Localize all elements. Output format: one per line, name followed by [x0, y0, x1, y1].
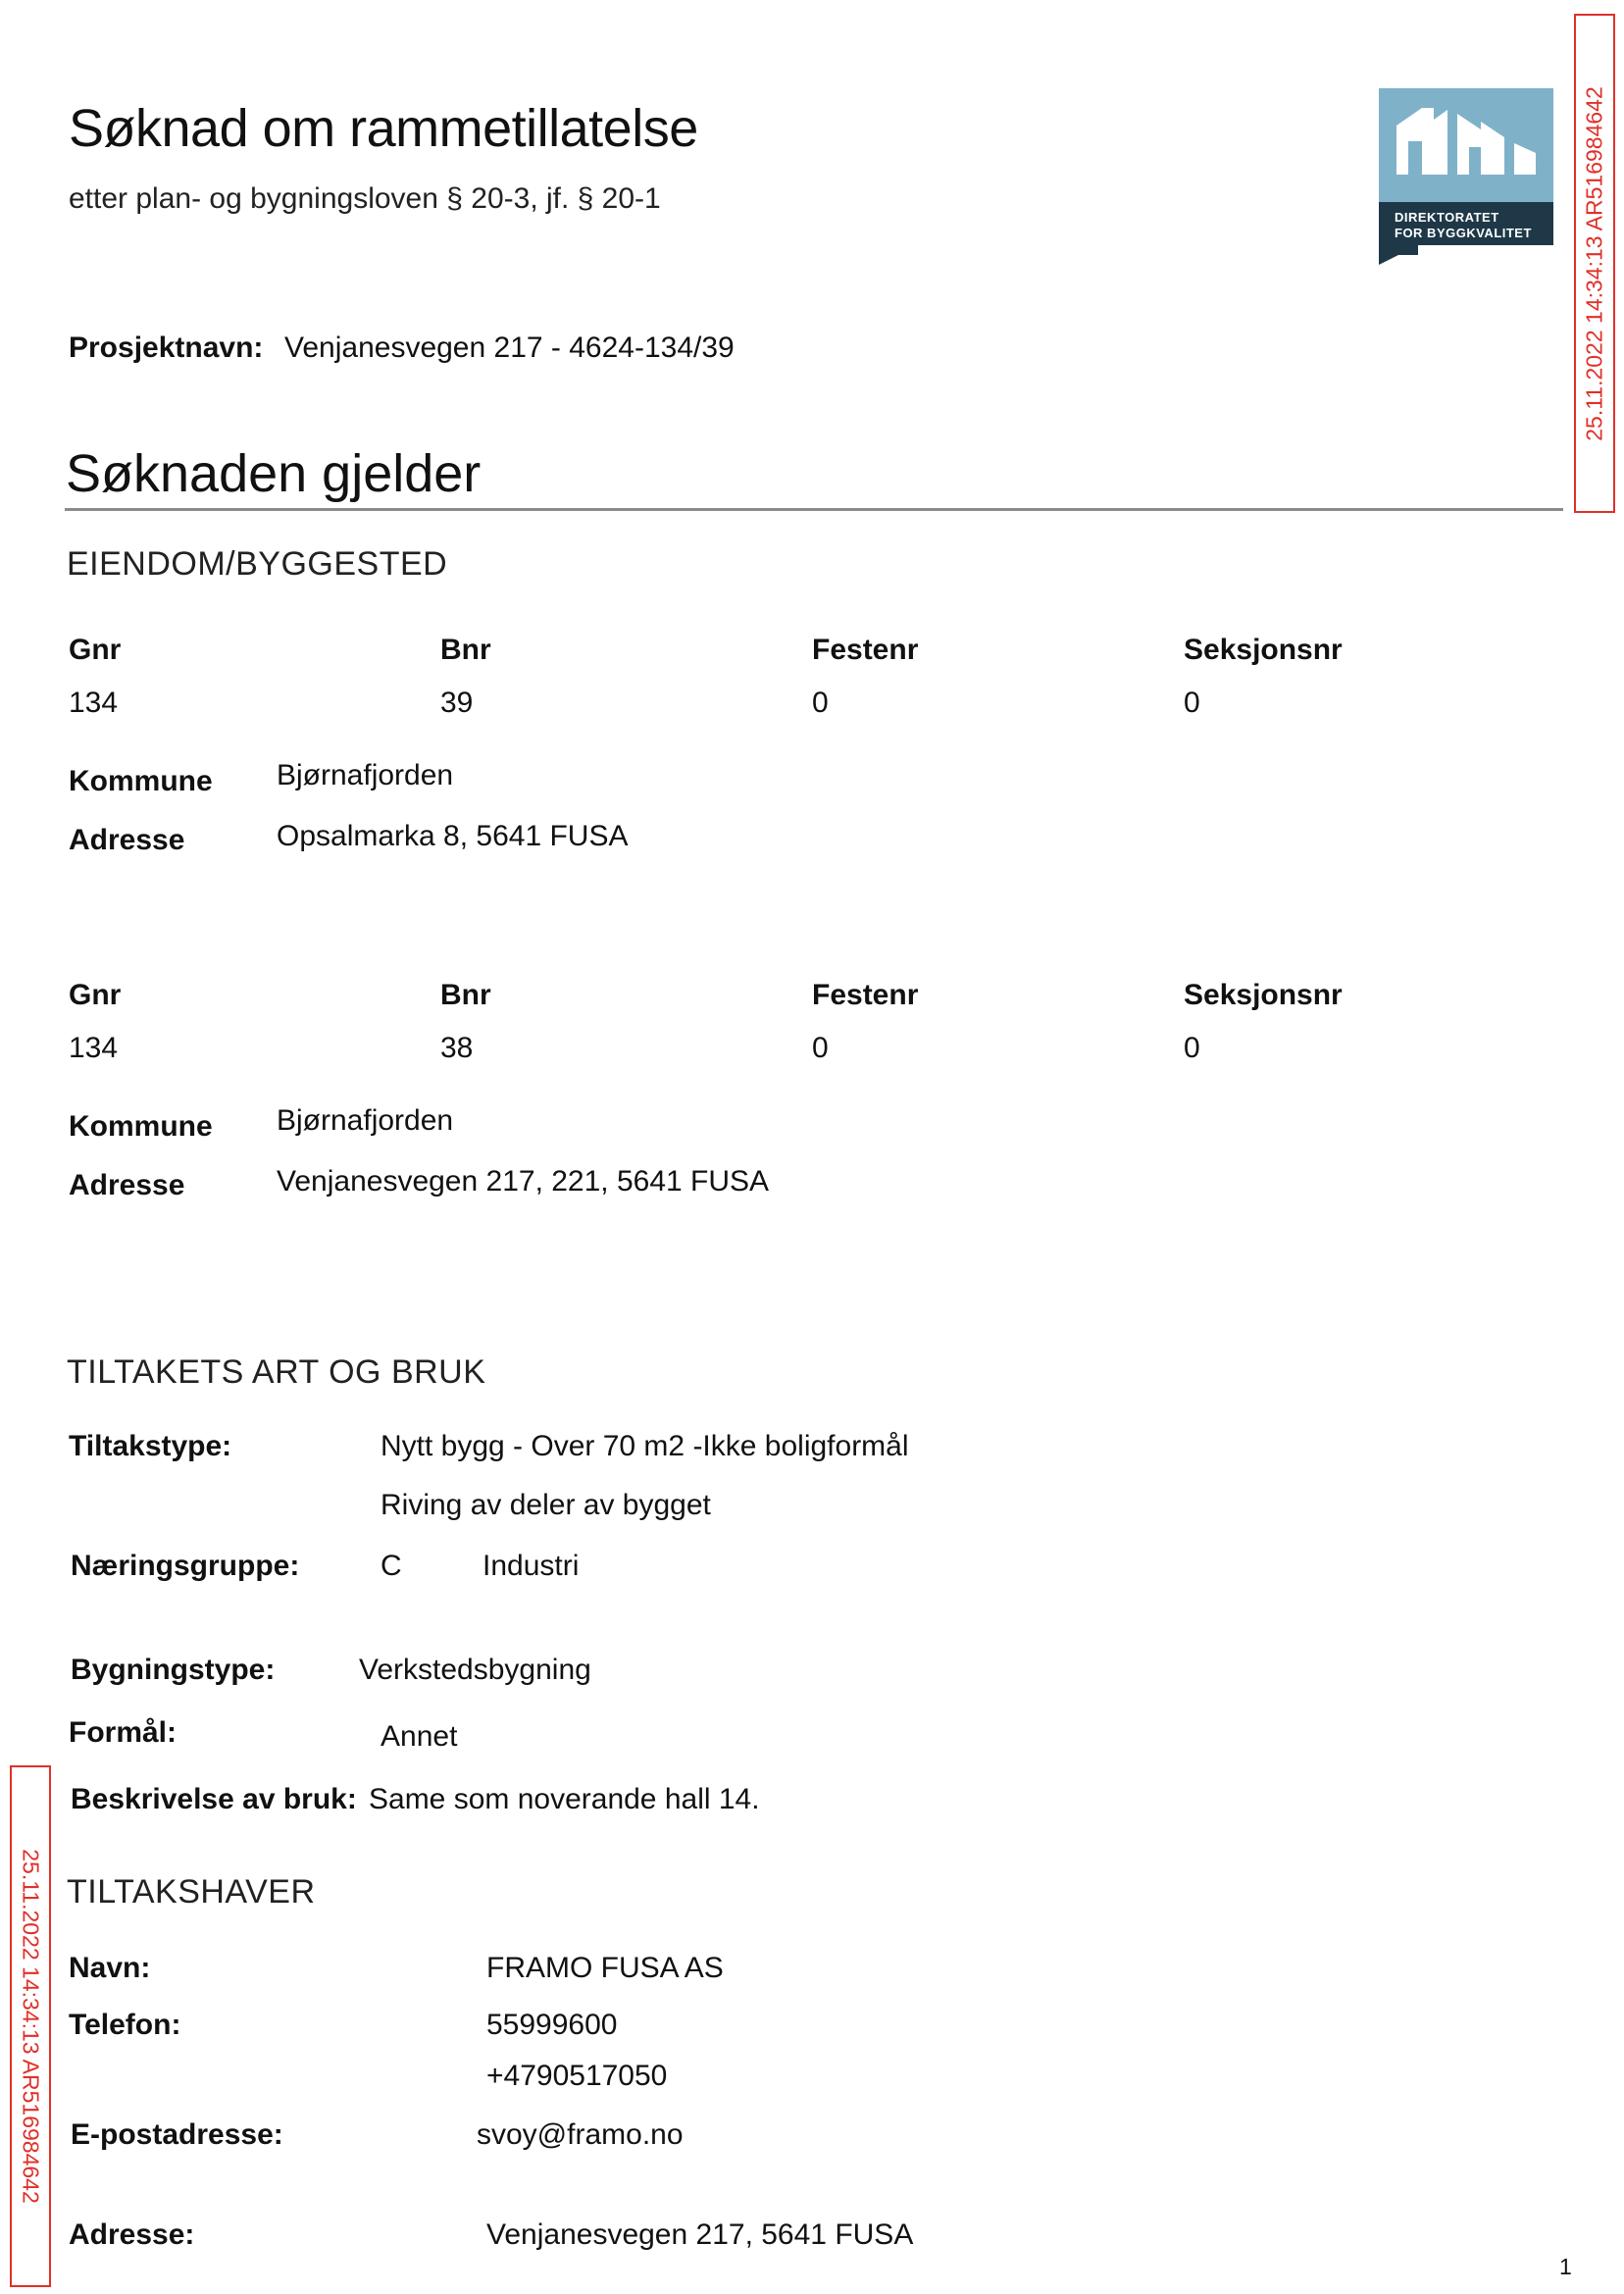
beskrivelse-value: Same som noverande hall 14.	[369, 1783, 760, 1815]
adresse-value: Opsalmarka 8, 5641 FUSA	[277, 820, 629, 852]
logo-text-line1: DIREKTORATET	[1395, 210, 1499, 225]
building-icon	[1379, 88, 1553, 202]
seksjonsnr-header: Seksjonsnr	[1184, 979, 1343, 1011]
project-value: Venjanesvegen 217 - 4624-134/39	[284, 331, 735, 364]
bnr-value: 39	[440, 687, 474, 719]
adresse-label: Adresse	[69, 1169, 185, 1201]
dibk-logo	[1379, 88, 1553, 275]
kommune-label: Kommune	[69, 1110, 213, 1143]
timestamp-stamp-side	[10, 1765, 51, 2287]
bnr-header: Bnr	[440, 634, 491, 666]
kommune-label: Kommune	[69, 765, 213, 797]
gnr-header: Gnr	[69, 634, 122, 666]
adresse-value: Venjanesvegen 217, 221, 5641 FUSA	[277, 1165, 770, 1198]
logo-flag-tip	[1379, 245, 1418, 265]
kommune-value: Bjørnafjorden	[277, 1104, 454, 1137]
tiltakshaver-heading: TILTAKSHAVER	[67, 1873, 316, 1911]
bygningstype-value: Verkstedsbygning	[359, 1654, 591, 1686]
stamp-text: 25.11.2022 14:34:13 AR516984642	[18, 1849, 44, 2204]
gnr-value: 134	[69, 1032, 119, 1064]
logo-text-line2: FOR BYGGKVALITET	[1395, 226, 1532, 240]
tiltak-heading: TILTAKETS ART OG BRUK	[67, 1353, 486, 1391]
page-number: 1	[1559, 2254, 1572, 2279]
section-rule	[65, 508, 1563, 511]
section-heading: Søknaden gjelder	[66, 444, 482, 503]
seksjonsnr-header: Seksjonsnr	[1184, 634, 1343, 666]
document-title: Søknad om rammetillatelse	[69, 99, 698, 158]
tiltakstype-value: Riving av deler av bygget	[381, 1489, 711, 1521]
navn-value: FRAMO FUSA AS	[486, 1952, 724, 1984]
seksjonsnr-value: 0	[1184, 1032, 1200, 1064]
document-subtitle: etter plan- og bygningsloven § 20-3, jf. § 20-1	[69, 182, 661, 215]
tiltakstype-value: Nytt bygg - Over 70 m2 -Ikke boligformål	[381, 1430, 909, 1462]
gnr-value: 134	[69, 687, 119, 719]
naeringsgruppe-label: Næringsgruppe:	[71, 1550, 300, 1582]
epost-label: E-postadresse:	[71, 2118, 283, 2151]
timestamp-stamp-top	[1574, 14, 1615, 513]
tiltakshaver-adresse-value: Venjanesvegen 217, 5641 FUSA	[486, 2218, 914, 2251]
telefon-value: 55999600	[486, 2009, 618, 2041]
gnr-header: Gnr	[69, 979, 122, 1011]
bnr-value: 38	[440, 1032, 474, 1064]
bnr-header: Bnr	[440, 979, 491, 1011]
adresse-label: Adresse	[69, 824, 185, 856]
formal-value: Annet	[381, 1720, 458, 1753]
eiendom-heading: EIENDOM/BYGGESTED	[67, 545, 448, 583]
festenr-value: 0	[812, 1032, 829, 1064]
navn-label: Navn:	[69, 1952, 151, 1984]
festenr-header: Festenr	[812, 979, 919, 1011]
seksjonsnr-value: 0	[1184, 687, 1200, 719]
festenr-value: 0	[812, 687, 829, 719]
bygningstype-label: Bygningstype:	[71, 1654, 276, 1686]
stamp-text: 25.11.2022 14:34:13 AR516984642	[1581, 85, 1607, 441]
tiltakstype-label: Tiltakstype:	[69, 1430, 232, 1462]
festenr-header: Festenr	[812, 634, 919, 666]
telefon-value: +4790517050	[486, 2060, 668, 2092]
telefon-label: Telefon:	[69, 2009, 181, 2041]
naeringsgruppe-name: Industri	[482, 1550, 580, 1582]
project-label: Prosjektnavn:	[69, 331, 264, 364]
kommune-value: Bjørnafjorden	[277, 759, 454, 791]
naeringsgruppe-code: C	[381, 1550, 402, 1582]
formal-label: Formål:	[69, 1716, 178, 1749]
beskrivelse-label: Beskrivelse av bruk:	[71, 1783, 357, 1815]
tiltakshaver-adresse-label: Adresse:	[69, 2218, 195, 2251]
epost-value: svoy@framo.no	[477, 2118, 684, 2151]
